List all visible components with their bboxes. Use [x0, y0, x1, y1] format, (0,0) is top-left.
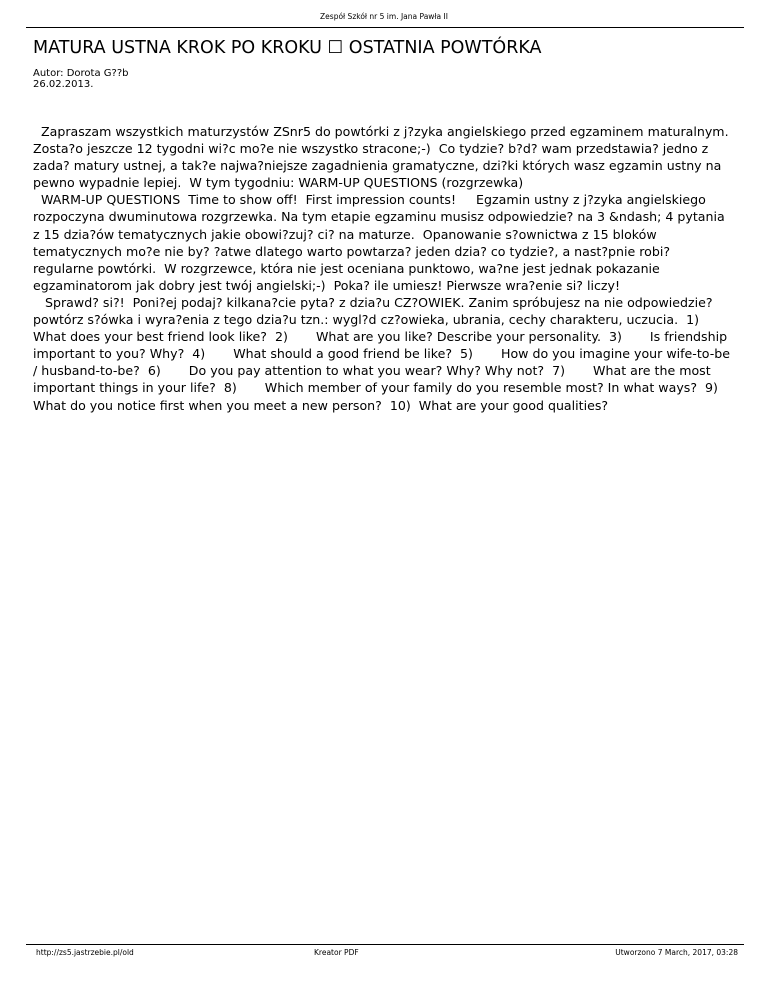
article-meta [33, 68, 128, 90]
article-body: Zapraszam wszystkich maturzystów ZSnr5 do powtórki z j?zyka angielskiego przed egzaminem maturalnym. Zosta?o jeszcze 12 tygodni wi?c mo?e nie wszystko stracone;-) Co tydzie? b?d? wam przedstawia? jedno z zada? matury ustnej, a tak?e najwa?niejsze zagadnienia gramatyczne, dzi?ki których wasz egzamin ustny na pewno wypadnie lepiej. W tym tygodniu: WARM-UP QUESTIONS (rozgrzewka) WARM-UP QUESTIONS Time to show off! First impression counts! Egzamin ustny z j?zyka angielskiego rozpoczyna dwuminutowa rozgrzewka. Na tym etapie egzaminu musisz odpowiedzie? na 3 &ndash; 4 pytania z 15 dzia?ów tematycznych jakie obowi?zuj? ci? na maturze. Opanowanie s?ownictwa z 15 bloków tematycznych mo?e nie by? ?atwe dlatego warto powtarza? jeden dzia? co tydzie?, a nast?pnie robi? regularne powtórki. W rozgrzewce, która nie jest oceniana punktowo, wa?ne jest jednak pokazanie egzaminatorom jak dobry jest twój angielski;-) Poka? ile umiesz! Pierwsze wra?enie si? liczy! Sprawd? si?! Poni?ej podaj? kilkana?cie pyta? z dzia?u CZ?OWIEK. Zanim spróbujesz na nie odpowiedzie? powtórz s?ówka i wyra?enia z tego dzia?u tzn.: wygl?d cz?owieka, ubrania, cechy charakteru, uczucia. 1) What does your best friend look like? 2) What are you like? Describe your personality. 3) Is friendship important to you? Why? 4) What should a good friend be like? 5) How do you imagine your wife-to-be / husband-to-be? 6) Do you pay attention to what you wear? Why? Why not? 7) What are the most important things in your life? 8) Which member of your family do you resemble most? In what ways? 9) What do you notice first when you meet a new person? 10) What are your good qualities? [33, 124, 731, 413]
header-divider [26, 27, 744, 28]
article-date: 26.02.2013. [33, 79, 94, 90]
article-title: MATURA USTNA KROK PO KROKU ☐ OSTATNIA POWTÓRKA [33, 38, 542, 58]
footer-url: http://zs5.jastrzebie.pl/old [36, 948, 134, 957]
page-header: Zespół Szkół nr 5 im. Jana Pawła II [320, 12, 448, 21]
footer-generator: Kreator PDF [314, 948, 359, 957]
author-line: Autor: Dorota G??b [33, 68, 129, 79]
footer-created-date: Utworzono 7 March, 2017, 03:28 [615, 948, 738, 957]
footer-divider [26, 944, 744, 945]
